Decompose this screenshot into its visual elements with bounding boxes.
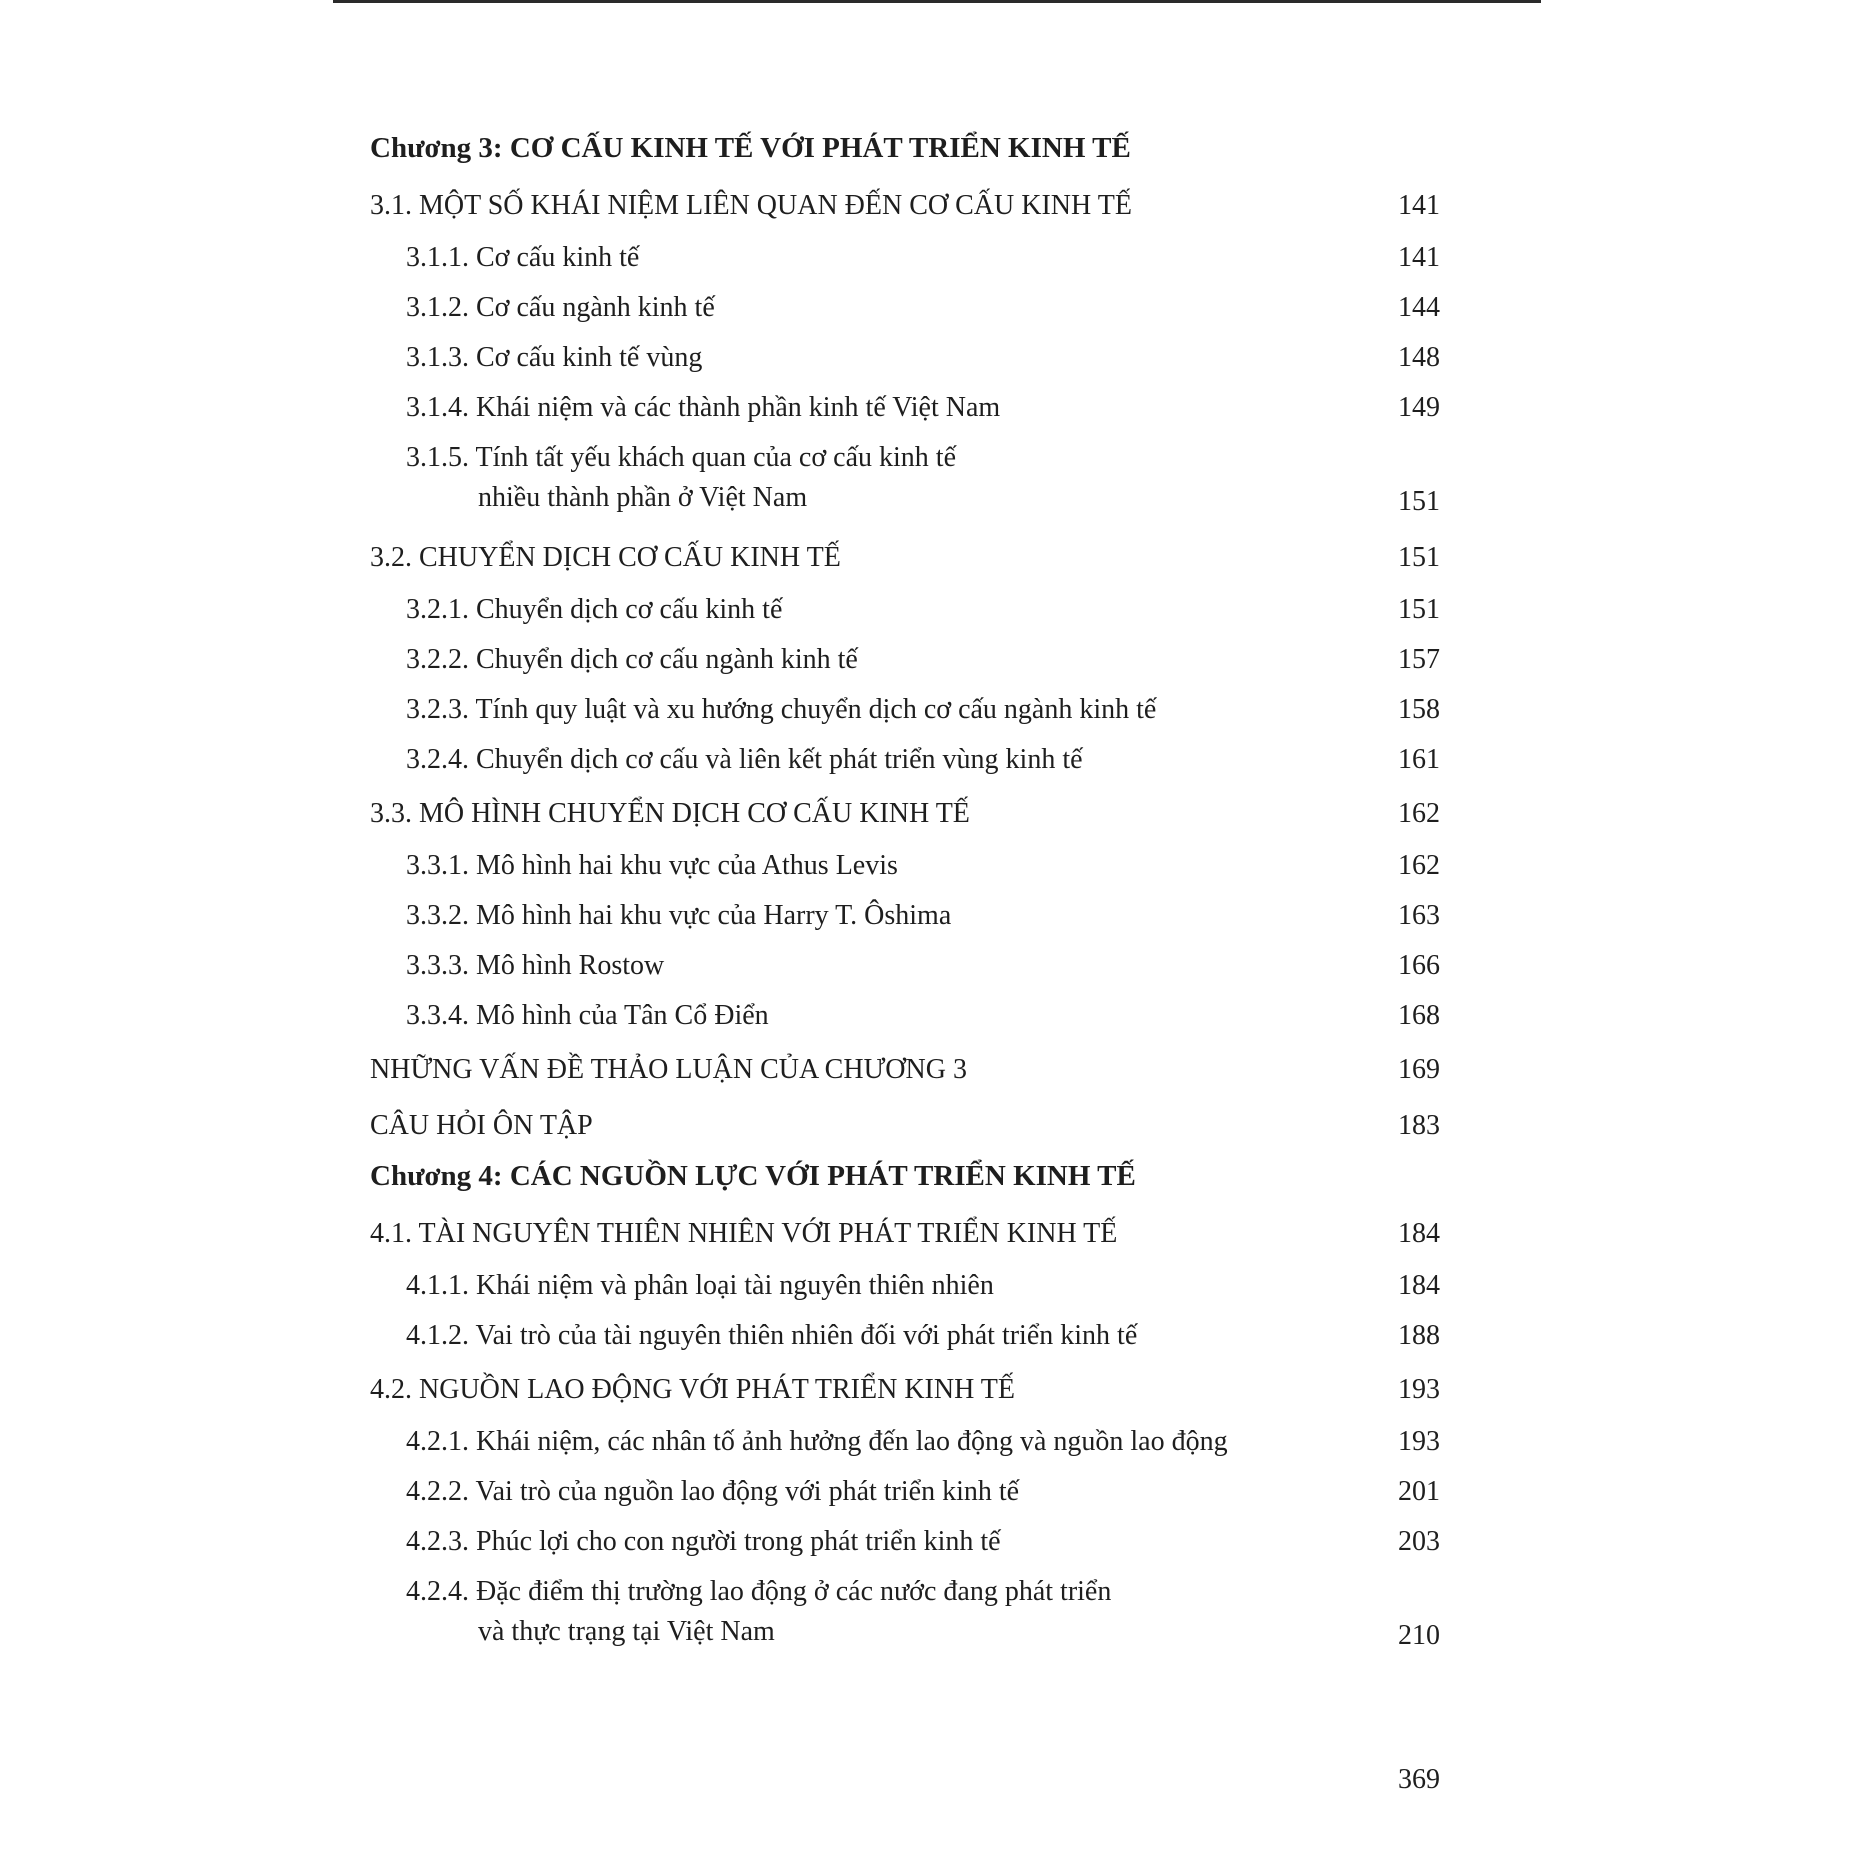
toc-subsection-row [370, 896, 1440, 946]
toc-page-number: 163 [1398, 900, 1440, 931]
toc-subsection-row [370, 1266, 1440, 1316]
subsection-title: 4.2.2. Vai trò của nguồn lao động với phát triển kinh tế [406, 1476, 1020, 1507]
toc-page-number: 162 [1398, 850, 1440, 881]
toc-subsection-row [370, 1522, 1440, 1572]
toc-subsection-row [370, 1472, 1440, 1522]
toc-page-number: 158 [1398, 694, 1440, 725]
subsection-title: 3.3.2. Mô hình hai khu vực của Harry T. Ôshima [406, 900, 952, 931]
toc-page-number: 201 [1398, 1476, 1440, 1507]
toc-page-number: 161 [1398, 744, 1440, 775]
toc-section-row [370, 1050, 1440, 1102]
toc-section-row [370, 794, 1440, 846]
subsection-title: 3.2.4. Chuyển dịch cơ cấu và liên kết phát triển vùng kinh tế [406, 744, 1083, 775]
subsection-title: 3.3.4. Mô hình của Tân Cổ Điển [406, 1000, 769, 1031]
toc-page-number: 193 [1398, 1426, 1440, 1457]
toc-page-number: 151 [1398, 486, 1440, 517]
section-title: 3.2. CHUYỂN DỊCH CƠ CẤU KINH TẾ [370, 542, 841, 573]
toc-page-number: 149 [1398, 392, 1440, 423]
table-of-contents [370, 130, 1440, 1668]
top-rule [333, 0, 1541, 3]
toc-subsection-row [370, 288, 1440, 338]
subsection-title-line1: 4.2.4. Đặc điểm thị trường lao động ở các nước đang phát triển [406, 1576, 1112, 1607]
toc-page-number: 148 [1398, 342, 1440, 373]
toc-page-number: 168 [1398, 1000, 1440, 1031]
subsection-title: 3.2.2. Chuyển dịch cơ cấu ngành kinh tế [406, 644, 858, 675]
toc-subsection-row [370, 740, 1440, 790]
section-title: 3.3. MÔ HÌNH CHUYỂN DỊCH CƠ CẤU KINH TẾ [370, 798, 970, 829]
toc-subsection-row [370, 690, 1440, 740]
toc-page-number: 183 [1398, 1110, 1440, 1141]
toc-page-number: 157 [1398, 644, 1440, 675]
toc-page-number: 184 [1398, 1270, 1440, 1301]
toc-subsection-row [370, 438, 1440, 534]
toc-page-number: 141 [1398, 242, 1440, 273]
toc-section-row [370, 1214, 1440, 1266]
subsection-title: 4.2.3. Phúc lợi cho con người trong phát triển kinh tế [406, 1526, 1001, 1557]
toc-page-number: 210 [1398, 1620, 1440, 1651]
section-title: 3.1. MỘT SỐ KHÁI NIỆM LIÊN QUAN ĐẾN CƠ CẤU KINH TẾ [370, 190, 1132, 221]
section-title: NHỮNG VẤN ĐỀ THẢO LUẬN CỦA CHƯƠNG 3 [370, 1054, 967, 1085]
toc-subsection-row [370, 1572, 1440, 1668]
subsection-title: 4.2.1. Khái niệm, các nhân tố ảnh hưởng đến lao động và nguồn lao động [406, 1426, 1228, 1457]
toc-section-row [370, 186, 1440, 238]
subsection-title: 3.1.4. Khái niệm và các thành phần kinh tế Việt Nam [406, 392, 1001, 423]
toc-section-row [370, 1106, 1440, 1158]
toc-page-number: 169 [1398, 1054, 1440, 1085]
subsection-title-line2: nhiều thành phần ở Việt Nam [478, 482, 808, 513]
toc-page-number: 184 [1398, 1218, 1440, 1249]
toc-subsection-row [370, 338, 1440, 388]
toc-page-number: 151 [1398, 542, 1440, 573]
subsection-title: 3.3.1. Mô hình hai khu vực của Athus Levis [406, 850, 898, 881]
toc-subsection-row [370, 1316, 1440, 1366]
page-number: 369 [1398, 1764, 1440, 1795]
subsection-title: 3.3.3. Mô hình Rostow [406, 950, 665, 981]
subsection-title: 3.2.3. Tính quy luật và xu hướng chuyển dịch cơ cấu ngành kinh tế [406, 694, 1157, 725]
toc-page-number: 151 [1398, 594, 1440, 625]
toc-page-number: 144 [1398, 292, 1440, 323]
subsection-title [406, 1572, 1440, 1652]
subsection-title: 3.2.1. Chuyển dịch cơ cấu kinh tế [406, 594, 783, 625]
toc-page-number: 166 [1398, 950, 1440, 981]
toc-page-number: 188 [1398, 1320, 1440, 1351]
chapter-heading: Chương 4: CÁC NGUỒN LỰC VỚI PHÁT TRIỂN KINH TẾ [370, 1160, 1136, 1192]
subsection-title-line2: và thực trạng tại Việt Nam [478, 1616, 775, 1647]
toc-page-number: 141 [1398, 190, 1440, 221]
subsection-title: 3.1.1. Cơ cấu kinh tế [406, 242, 640, 273]
toc-subsection-row [370, 640, 1440, 690]
toc-subsection-row [370, 590, 1440, 640]
subsection-title: 4.1.1. Khái niệm và phân loại tài nguyên thiên nhiên [406, 1270, 994, 1301]
toc-subsection-row [370, 946, 1440, 996]
chapter-heading: Chương 3: CƠ CẤU KINH TẾ VỚI PHÁT TRIỂN KINH TẾ [370, 132, 1131, 164]
section-title: 4.2. NGUỒN LAO ĐỘNG VỚI PHÁT TRIỂN KINH TẾ [370, 1374, 1016, 1405]
toc-section-row [370, 538, 1440, 590]
subsection-title: 4.1.2. Vai trò của tài nguyên thiên nhiên đối với phát triển kinh tế [406, 1320, 1138, 1351]
subsection-title: 3.1.2. Cơ cấu ngành kinh tế [406, 292, 715, 323]
toc-section-row [370, 1370, 1440, 1422]
toc-subsection-row [370, 846, 1440, 896]
toc-page-number: 193 [1398, 1374, 1440, 1405]
toc-subsection-row [370, 238, 1440, 288]
toc-subsection-row [370, 996, 1440, 1046]
section-title: 4.1. TÀI NGUYÊN THIÊN NHIÊN VỚI PHÁT TRIỂN KINH TẾ [370, 1218, 1118, 1249]
section-title: CÂU HỎI ÔN TẬP [370, 1110, 593, 1141]
toc-page-number: 162 [1398, 798, 1440, 829]
subsection-title: 3.1.3. Cơ cấu kinh tế vùng [406, 342, 703, 373]
subsection-title [406, 438, 1440, 518]
toc-subsection-row [370, 388, 1440, 438]
toc-subsection-row [370, 1422, 1440, 1472]
subsection-title-line1: 3.1.5. Tính tất yếu khách quan của cơ cấu kinh tế [406, 442, 957, 473]
toc-page-number: 203 [1398, 1526, 1440, 1557]
